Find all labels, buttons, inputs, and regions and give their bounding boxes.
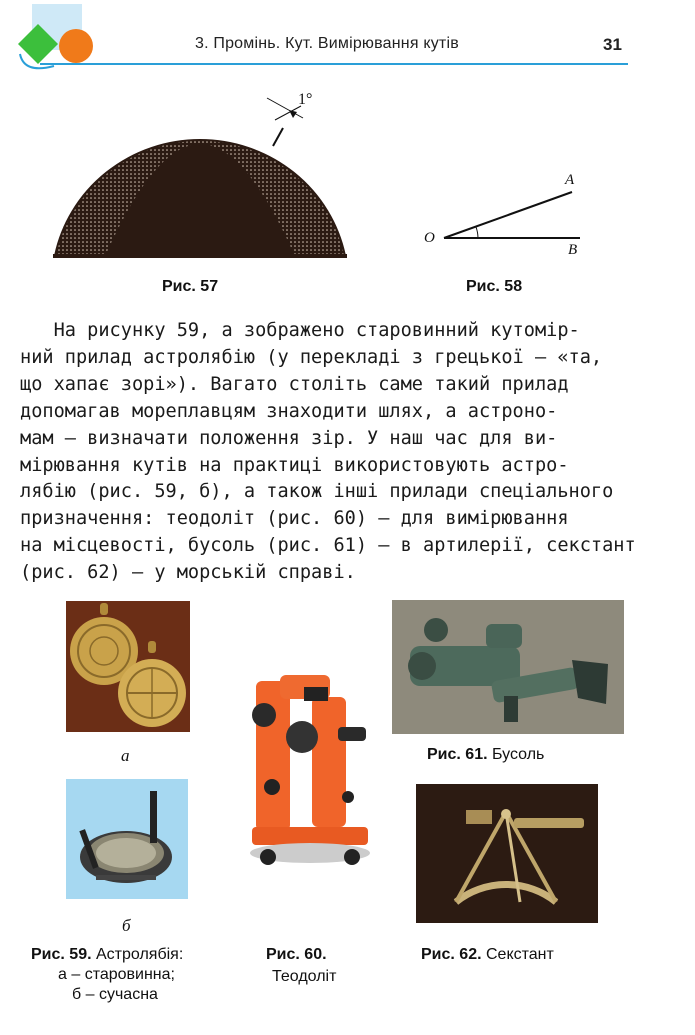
text-line: що хапає зорі»). Вагато століть саме такий прилад [20, 373, 569, 395]
text-line: мам — визначати положення зір. У наш час для ви- [20, 427, 558, 449]
figure-62-caption: Рис. 62. Секстант [421, 946, 554, 963]
figure-58-caption: Рис. 58 [466, 278, 523, 295]
body-paragraph [20, 318, 636, 587]
header-divider [40, 63, 628, 65]
astrolabe-modern-photo [66, 779, 188, 899]
figure-61-caption: Рис. 61. Бусоль [427, 746, 545, 763]
astrolabe-antique-photo [66, 601, 190, 732]
figure-60-caption: Рис. 60. [266, 946, 327, 963]
sextant-photo [416, 784, 598, 923]
text-line: призначення: теодоліт (рис. 60) — для вимірювання [20, 508, 569, 530]
text-line: лябію (рис. 59, б), а також інші прилади спеціального [20, 481, 614, 503]
figure-59-caption-line3: б – сучасна [72, 986, 158, 1003]
chapter-title: 3. Промінь. Кут. Вимірювання кутів [195, 35, 459, 52]
text-line: мірювання кутів на практиці використовують астро- [20, 454, 569, 476]
figure-59-caption-line2: а – старовинна; [58, 966, 175, 983]
figure-59a-label: а [121, 746, 130, 765]
theodolite-photo [242, 667, 378, 873]
figure-59b-label: б [122, 916, 131, 935]
logo-shapes-icon [14, 4, 98, 76]
text-line: ний прилад астролябію (у перекладі з грецької — «та, [20, 346, 603, 368]
text-line: (рис. 62) — у морській справі. [20, 562, 356, 584]
figure-60-caption-name: Теодоліт [272, 968, 337, 985]
figure-58-label-o: O [424, 230, 435, 246]
page-number: 31 [603, 35, 622, 54]
text-line: На рисунку 59, а зображено старовинний кутомір- [20, 320, 580, 341]
figure-58-label-b: B [568, 242, 578, 258]
figure-57-degree-label: 1° [298, 91, 313, 108]
figure-57-hemisphere [45, 84, 355, 262]
figure-57-caption: Рис. 57 [162, 278, 219, 295]
text-line: на місцевості, бусоль (рис. 61) — в артилерії, секстант [20, 535, 636, 557]
figure-59-caption: Рис. 59. Астролябія: [31, 946, 184, 963]
bussol-photo [392, 600, 624, 734]
figure-58-label-a: A [565, 172, 575, 188]
header-logo [14, 4, 98, 76]
text-line: допомагав мореплавцям знаходити шлях, а астроно- [20, 400, 558, 422]
